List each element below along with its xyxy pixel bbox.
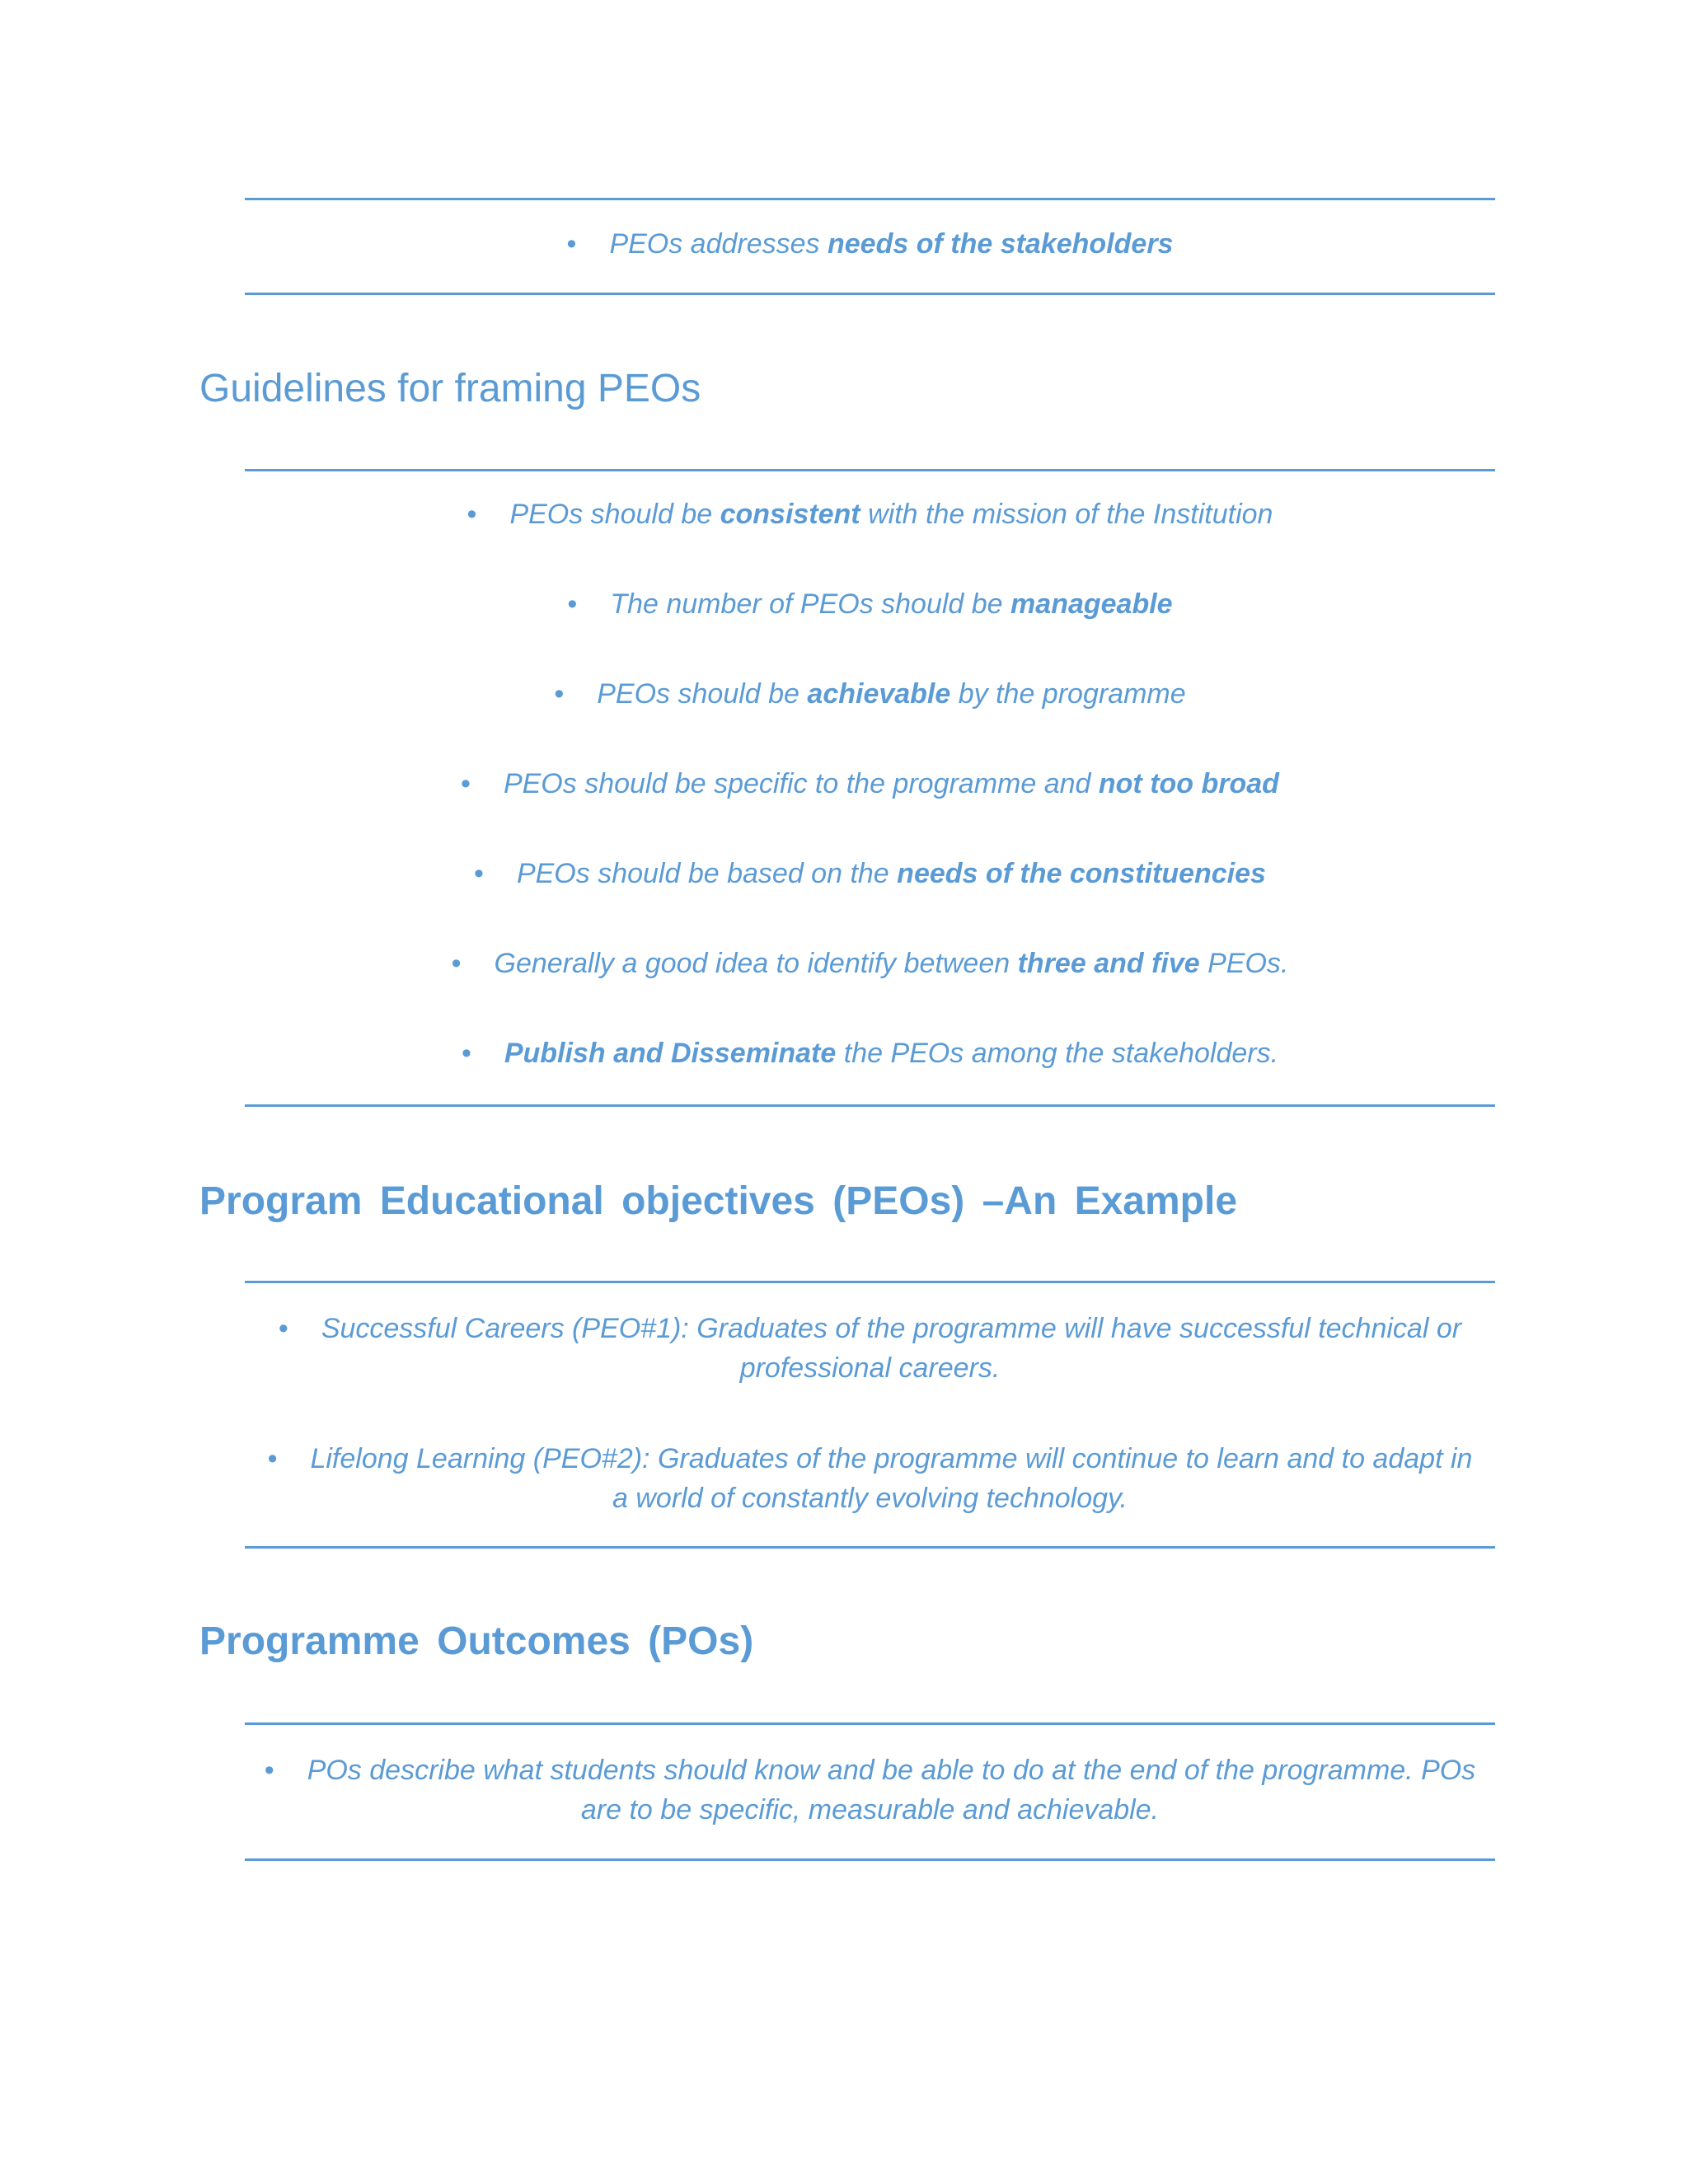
bullet-icon: • — [567, 588, 578, 620]
list-item: • PEOs should be achievable by the programme — [245, 674, 1495, 714]
list-item: • POs describe what students should know and be able to do at the end of the programme. POs are to be specific, measurable and achievable. — [245, 1750, 1495, 1830]
list-item: • Generally a good idea to identify between three and five PEOs. — [245, 944, 1495, 983]
quote-rule-bottom — [245, 293, 1495, 295]
list-item: • PEOs should be based on the needs of the constituencies — [245, 854, 1495, 893]
example-list — [245, 1309, 1495, 1518]
quote-rule-bottom — [245, 1104, 1495, 1107]
bullet-icon: • — [461, 768, 471, 799]
list-item: • Publish and Disseminate the PEOs among the stakeholders. — [245, 1033, 1495, 1073]
bullet-icon: • — [278, 1313, 288, 1344]
quote-rule-top — [245, 469, 1495, 471]
quote-block-stakeholders — [245, 224, 1495, 264]
bullet-icon: • — [461, 1038, 471, 1069]
outcomes-list — [245, 1750, 1495, 1830]
list-item: • PEOs should be specific to the programme and not too broad — [245, 764, 1495, 804]
bullet-icon: • — [451, 948, 462, 979]
bullet-icon: • — [467, 499, 477, 530]
list-item: • The number of PEOs should be manageable — [245, 584, 1495, 624]
list-item: • Lifelong Learning (PEO#2): Graduates of the programme will continue to learn and to adapt in a world of constantly evolving technology. — [245, 1439, 1495, 1518]
quote-rule-top — [245, 1722, 1495, 1725]
quote-rule-top — [245, 198, 1495, 200]
list-item: • PEOs should be consistent with the mission of the Institution — [245, 494, 1495, 534]
guidelines-list — [245, 494, 1495, 1073]
example-heading: Program Educational objectives (PEOs) –An Example — [199, 1179, 1238, 1223]
list-item: • Successful Careers (PEO#1): Graduates of the programme will have successful technical or professional careers. — [245, 1309, 1495, 1388]
bullet-icon: • — [267, 1443, 278, 1474]
list-item: • PEOs addresses needs of the stakeholders — [245, 224, 1495, 264]
bullet-icon: • — [264, 1755, 274, 1786]
quote-rule-bottom — [245, 1546, 1495, 1549]
bullet-icon: • — [566, 228, 577, 260]
bullet-icon: • — [554, 678, 565, 710]
bullet-icon: • — [474, 858, 484, 889]
guidelines-heading: Guidelines for framing PEOs — [199, 367, 701, 410]
outcomes-heading: Programme Outcomes (POs) — [199, 1619, 754, 1663]
quote-rule-top — [245, 1281, 1495, 1283]
quote-rule-bottom — [245, 1858, 1495, 1861]
